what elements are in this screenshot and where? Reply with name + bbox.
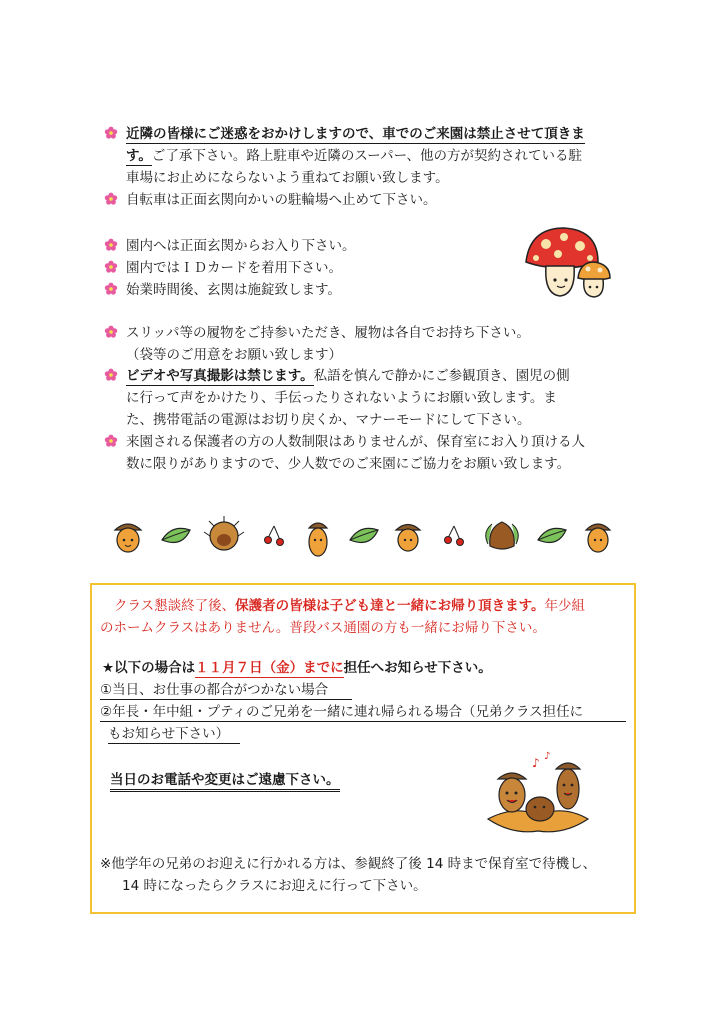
- notice-locked: 始業時間後、玄関は施錠致します。: [126, 282, 341, 298]
- phone-change-notice: 当日のお電話や変更はご遠慮下さい。: [110, 771, 340, 789]
- case-item-2: ②年長・年中組・プティのご兄弟を一緒に連れ帰られる場合（兄弟クラス担任に: [100, 704, 584, 720]
- svg-text:♪: ♪: [532, 756, 540, 770]
- notice-id-card: 園内ではＩＤカードを着用下さい。: [126, 260, 342, 276]
- case-item-2-cont: もお知らせ下さい）: [108, 726, 230, 742]
- notice-video-2: に行って声をかけたり、手伝ったりされないようにお願い致します。ま: [126, 390, 557, 406]
- footnote-line1: ※他学年の兄弟のお迎えに行かれる方は、参観終了後 14 時まで保育室で待機し、: [100, 856, 597, 872]
- berry-icon: [445, 526, 464, 546]
- notice-video-3: た、携帯電話の電源はお切り戻くか、マナーモードにして下さい。: [126, 412, 531, 428]
- notice-bicycle: 自転車は正面玄関向かいの駐輪場へ止めて下さい。: [126, 192, 437, 208]
- chestnut-icon: [204, 516, 244, 550]
- notice-visitors-2: 数に限りがありますので、少人数でのご来園にご協力をお願い致します。: [126, 456, 571, 472]
- case-item-1-underline: [100, 699, 352, 700]
- notice-car-text-2: 車場にお止めにならないよう重ねてお願い致します。: [126, 170, 449, 186]
- leaf-icon: [350, 528, 378, 542]
- mushroom-illustration: [520, 222, 612, 302]
- acorn-icon: [396, 525, 420, 552]
- acorn-icon: [586, 524, 610, 552]
- notice-video: ビデオや写真撮影は禁じます。私語を慎んで静かにご参観頂き、園児の側: [126, 368, 570, 384]
- pickup-paragraph-line1: クラス懇談終了後、保護者の皆様は子ども達と一緒にお帰り頂きます。年少組: [114, 598, 586, 614]
- flower-bullet-icon: [104, 434, 118, 448]
- notice-slippers-2: （袋等のご用意をお願い致します）: [126, 347, 342, 363]
- parent-pickup-box: [90, 583, 636, 914]
- acorn-characters-illustration: [484, 749, 592, 837]
- acorn-icon: [309, 523, 327, 556]
- notice-slippers: スリッパ等の履物をご持参いただき、履物は各自でお持ち下さい。: [126, 325, 530, 341]
- flower-bullet-icon: [104, 126, 118, 140]
- leaf-icon: [538, 528, 566, 542]
- flower-bullet-icon: [104, 325, 118, 339]
- svg-text:♪: ♪: [544, 751, 551, 762]
- flower-bullet-icon: [104, 368, 118, 382]
- notice-car-bold: 近隣の皆様にご迷惑をおかけしますので、車でのご来園は禁止させて頂きま: [126, 126, 585, 142]
- notice-car-text: す。ご了承下さい。路上駐車や近隣のスーパー、他の方が契約されている駐: [126, 148, 583, 164]
- leaf-icon: [162, 528, 190, 542]
- flower-bullet-icon: [104, 282, 118, 296]
- berry-icon: [265, 526, 284, 546]
- acorn-icon: [115, 524, 141, 552]
- deadline-notice: ★以下の場合は１１月７日（金）までに担任へお知らせ下さい。: [102, 660, 492, 676]
- notice-entrance: 園内へは正面玄関からお入り下さい。: [126, 238, 356, 254]
- footnote-line2: 14 時になったらクラスにお迎えに行って下さい。: [122, 878, 427, 894]
- case-item-2-underline: [100, 721, 626, 722]
- case-item-2-cont-underline: [108, 743, 240, 744]
- pickup-paragraph-line2: のホームクラスはありません。普段バス通園の方も一緒にお帰り下さい。: [100, 620, 546, 636]
- flower-bullet-icon: [104, 192, 118, 206]
- notice-visitors: 来園される保護者の方の人数制限はありませんが、保育室にお入り頂ける人: [126, 434, 585, 450]
- autumn-decoration-row: [108, 512, 618, 558]
- chestnut-icon: [486, 522, 519, 549]
- flower-bullet-icon: [104, 260, 118, 274]
- case-item-1: ①当日、お仕事の都合がつかない場合: [100, 682, 329, 698]
- flower-bullet-icon: [104, 238, 118, 252]
